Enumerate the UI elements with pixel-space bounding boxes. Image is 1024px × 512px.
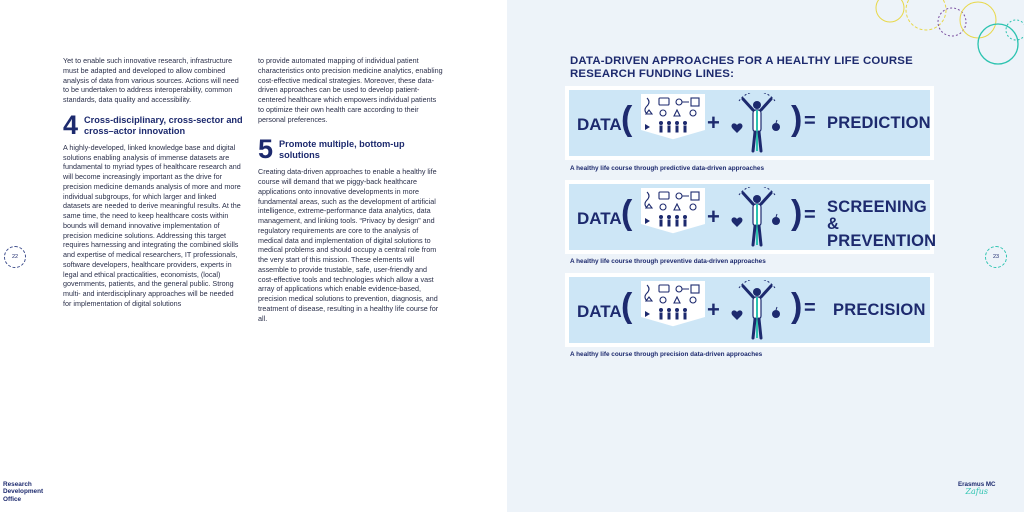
flask-icon — [674, 204, 680, 210]
approaches-title — [570, 55, 913, 81]
funding-panel-screening — [565, 180, 937, 254]
person-arms-up-icon — [729, 187, 785, 249]
equals-sign: = — [804, 110, 816, 132]
plus-sign: + — [707, 110, 720, 135]
person-body — [668, 220, 671, 227]
funding-panel-precision — [565, 273, 934, 347]
person-body — [660, 220, 663, 227]
flask-icon — [674, 297, 680, 303]
panel-background — [569, 277, 930, 343]
person-body — [660, 126, 663, 133]
people-icon — [645, 121, 687, 133]
person-head — [753, 195, 761, 203]
panel-caption: A healthy life course through predictive data-driven approaches — [570, 165, 765, 172]
funding-panel-prediction — [565, 86, 934, 160]
person-head — [659, 121, 663, 125]
deco-circle-yellow-dashed — [906, 0, 946, 30]
person-head — [753, 288, 761, 296]
person-arms-up-icon — [729, 93, 785, 155]
section-5-body: Creating data-driven approaches to enable a healthy life course will demand that we piggy-back healthcare applications onto innovative developments in more fundamental areas, such as the development of artificial intelligence, extreme-performance data analytics, data management, and linking tools. “Privacy by design” and regulatory requirements are core to the analysis of medical data and implementation of digital solutions to medical problems and should occupy a central role from the very start of this mission. These elements will assemble to provide trustable, safe, user-friendly and cost-effective tools and technologies which allow a vast array of applications which enable evidence-based, precision medical solutions to prevention, diagnosis, and treatment of disease, resulting in a healthy life course for all. — [258, 167, 439, 323]
virus-icon — [660, 297, 666, 303]
monitor-icon — [659, 285, 669, 292]
panel-background — [569, 90, 930, 156]
monitor-icon — [659, 98, 669, 105]
gear-icon — [690, 204, 696, 210]
person-head — [667, 215, 671, 219]
data-icons-box — [641, 281, 705, 339]
footer-office-label — [3, 481, 43, 503]
person-head — [659, 215, 663, 219]
deco-circle-teal — [978, 24, 1018, 64]
play-icon — [645, 218, 650, 224]
chart-icon — [691, 285, 699, 293]
gear-icon — [690, 297, 696, 303]
section-number: 5 — [258, 134, 274, 165]
result-label — [827, 115, 931, 132]
person-body — [684, 220, 687, 227]
chart-icon — [691, 98, 699, 106]
panel-caption: A healthy life course through precision data-driven approaches — [570, 351, 763, 358]
open-paren: ( — [621, 194, 633, 232]
data-icons-box — [641, 94, 705, 152]
footer-line: Research — [3, 481, 32, 488]
page-number-right: 23 — [985, 246, 1007, 268]
microscope-icon — [646, 204, 652, 208]
apple-stem — [776, 214, 777, 217]
result-label — [827, 199, 936, 250]
play-icon — [645, 311, 650, 317]
panel-caption: A healthy life course through preventive data-driven approaches — [570, 258, 766, 265]
title-line: DATA-DRIVEN APPROACHES FOR A HEALTHY LIFE COURSE — [570, 55, 913, 67]
section-5-heading — [258, 134, 444, 165]
data-label: DATA — [577, 115, 622, 134]
apple-stem — [776, 120, 777, 123]
open-paren: ( — [621, 287, 633, 325]
intro-paragraph: Yet to enable such innovative research, infrastructure must be adapted and developed to allow combined analysis of data from various sources. Actions will need to be undertaken to address interoperability, common standards, data quality and accessibility. — [63, 56, 239, 104]
virus-icon — [660, 110, 666, 116]
logo-text: Erasmus MC — [958, 481, 996, 488]
plus-sign: + — [707, 297, 720, 322]
result-line: SCREENING & — [827, 198, 927, 233]
logo-script: Zafus — [965, 487, 989, 496]
title-line: RESEARCH FUNDING LINES: — [570, 68, 735, 80]
data-icons-box — [641, 188, 705, 246]
person-head — [675, 308, 679, 312]
section-title: Promote multiple, bottom-up solutions — [279, 139, 405, 161]
person-body — [676, 126, 679, 133]
flask-icon — [674, 110, 680, 116]
monitor-icon — [659, 192, 669, 199]
person-head — [683, 308, 687, 312]
left-column — [63, 56, 243, 309]
person-head — [753, 101, 761, 109]
person-arms-up-icon — [729, 280, 785, 342]
result-line: PRECISION — [833, 301, 926, 319]
microscope-icon — [646, 110, 652, 114]
target-icon — [676, 99, 682, 105]
data-sources-icons — [641, 281, 705, 339]
target-icon — [676, 286, 682, 292]
equals-sign: = — [804, 204, 816, 226]
section-title: Cross-disciplinary, cross-sector and cross–actor innovation — [84, 114, 243, 136]
page-number-left: 22 — [4, 246, 26, 268]
gear-icon — [690, 110, 696, 116]
apple-icon — [772, 310, 780, 318]
virus-icon — [660, 204, 666, 210]
data-label: DATA — [577, 302, 622, 321]
data-label: DATA — [577, 209, 622, 228]
footer-line: Development — [3, 488, 44, 496]
data-sources-icons — [641, 188, 705, 246]
open-paren: ( — [621, 100, 633, 138]
deco-circle-yellow — [876, 0, 904, 22]
heart-icon — [732, 123, 743, 133]
person-body — [676, 220, 679, 227]
apple-icon — [772, 123, 780, 131]
people-icon — [645, 215, 687, 227]
erasmus-mc-logo — [958, 481, 995, 495]
heart-icon — [732, 310, 743, 320]
apple-stem — [776, 307, 777, 310]
person-head — [675, 215, 679, 219]
section-4-body: A highly-developed, linked knowledge base and digital solutions enabling analysis of immense datasets are fundamental to myriad types of healthcare research and will become increasingly important as the drive for precision medicine demands analysis of more and more individual subgroups, for which larger and linked datasets are needed to derive meaningful results. At the same time, the need to keep healthcare costs within bounds will demand innovative implementation of precision medicine solutions. Addressing this target requires harnessing and integrating the combined skills and expertise of medical researchers, IT professionals, software developers, healthcare providers, experts in legal and ethical practicalities, economists, (local) governments, patients, and the general public. Strong multi- and interdisciplinary approaches will be needed for implementation of digital solutions — [63, 142, 241, 308]
play-icon — [645, 124, 650, 130]
continuation-paragraph: to provide automated mapping of individual patient characteristics onto precision medicine analytics, enabling cost-effective medical strategies. Moreover, these data-driven approaches can be used to develop patient-centered healthcare which empowers individual patients to optimize their own health care according to their personal preferences. — [258, 56, 443, 124]
close-paren: ) — [791, 100, 803, 138]
panel-background — [569, 184, 937, 250]
section-4-heading — [63, 109, 243, 140]
close-paren: ) — [791, 287, 803, 325]
apple-icon — [772, 217, 780, 225]
person-head — [683, 121, 687, 125]
microscope-icon — [646, 297, 652, 301]
person-head — [659, 308, 663, 312]
person-head — [683, 215, 687, 219]
person-body — [684, 313, 687, 320]
deco-circle-teal-dashed — [1006, 20, 1024, 40]
plus-sign: + — [707, 204, 720, 229]
result-line: PREVENTION — [827, 232, 937, 250]
person-body — [676, 313, 679, 320]
person-head — [667, 121, 671, 125]
target-icon — [676, 193, 682, 199]
person-body — [668, 126, 671, 133]
chart-icon — [691, 192, 699, 200]
person-head — [667, 308, 671, 312]
result-label — [833, 302, 926, 319]
person-body — [684, 126, 687, 133]
close-paren: ) — [791, 194, 803, 232]
section-number: 4 — [63, 109, 79, 140]
left-page — [0, 0, 507, 512]
person-body — [668, 313, 671, 320]
people-icon — [645, 308, 687, 320]
person-body — [660, 313, 663, 320]
result-line: PREDICTION — [827, 114, 931, 132]
footer-line: Office — [3, 495, 22, 503]
person-head — [675, 121, 679, 125]
equals-sign: = — [804, 297, 816, 319]
heart-icon — [732, 217, 743, 227]
data-sources-icons — [641, 94, 705, 152]
right-column — [258, 56, 444, 323]
